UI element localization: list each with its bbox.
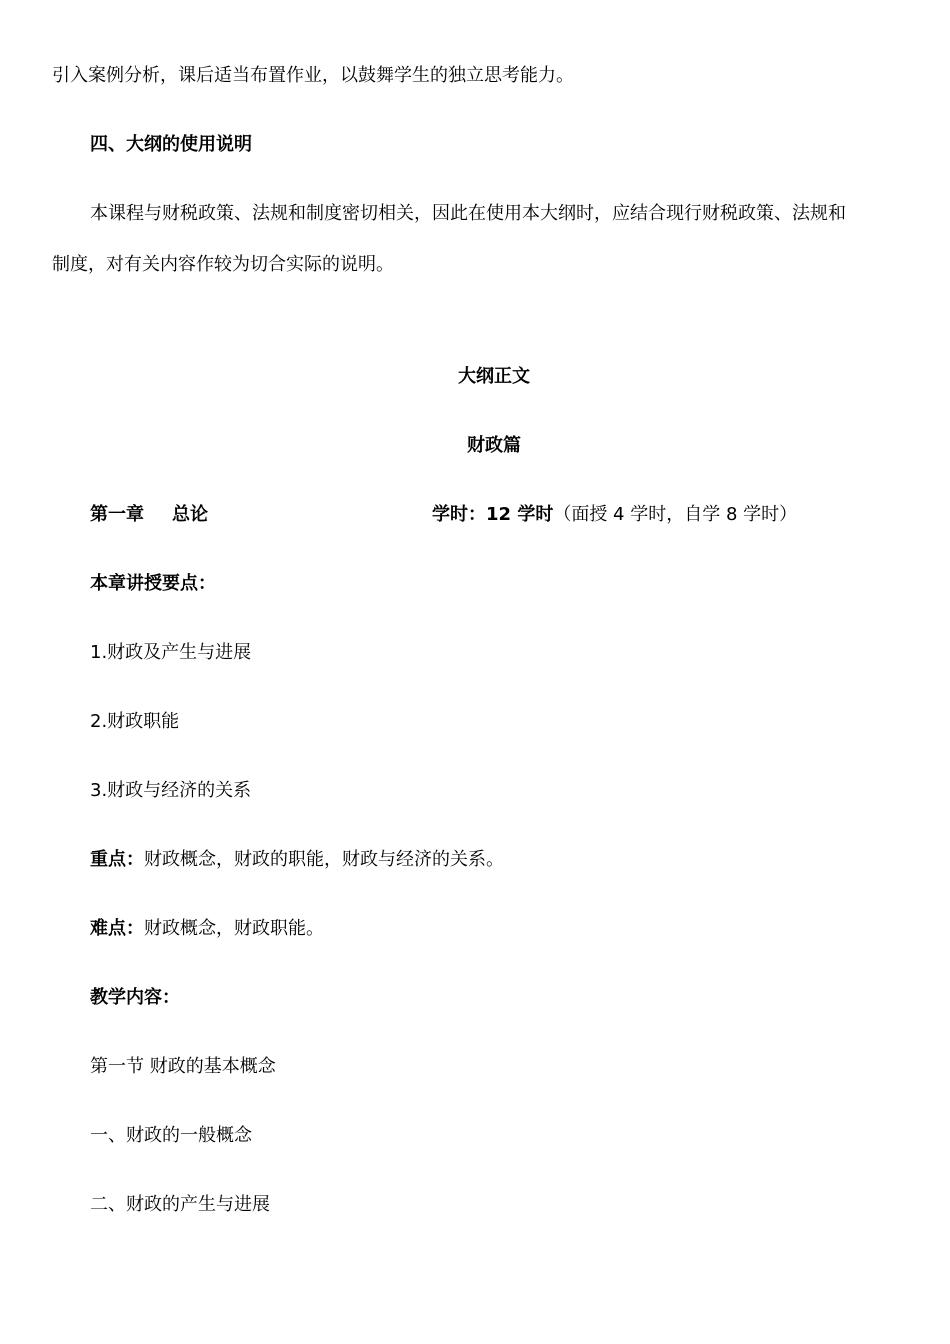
- content-heading: 教学内容：: [90, 987, 180, 1008]
- points-heading: 本章讲授要点：: [90, 573, 216, 594]
- usage-paragraph-line-1: 本课程与财税政策、法规和制度密切相关，因此在使用本大纲时，应结合现行财税政策、法规和: [90, 203, 846, 224]
- outline-part: 财政篇: [467, 435, 521, 456]
- key-point-label: 重点：: [90, 849, 144, 870]
- key-point: [90, 848, 504, 872]
- chapter-hours: [432, 503, 797, 527]
- difficulty-point: [90, 917, 324, 941]
- chapter-header: [90, 503, 798, 527]
- content-item: 二、财政的产生与进展: [90, 1194, 270, 1215]
- difficulty-text: 财政概念，财政职能。: [144, 918, 324, 939]
- intro-line: 引入案例分析，课后适当布置作业，以鼓舞学生的独立思考能力。: [52, 65, 574, 86]
- chapter-hours-label: 学时：12 学时: [432, 504, 554, 525]
- point-item: 3.财政与经济的关系: [90, 780, 252, 801]
- point-item: 2.财政职能: [90, 711, 180, 732]
- chapter-hours-detail: （面授 4 学时，自学 8 学时）: [553, 504, 798, 525]
- difficulty-label: 难点：: [90, 918, 144, 939]
- chapter-title: 总论: [172, 504, 208, 525]
- outline-title: 大纲正文: [458, 366, 530, 387]
- key-point-text: 财政概念，财政的职能，财政与经济的关系。: [144, 849, 504, 870]
- usage-paragraph-line-2: 制度，对有关内容作较为切合实际的说明。: [52, 254, 394, 275]
- usage-heading: 四、大纲的使用说明: [90, 134, 252, 155]
- chapter-number: 第一章: [90, 504, 144, 525]
- section-title: 第一节 财政的基本概念: [90, 1056, 276, 1077]
- content-item: 一、财政的一般概念: [90, 1125, 252, 1146]
- point-item: 1.财政及产生与进展: [90, 642, 252, 663]
